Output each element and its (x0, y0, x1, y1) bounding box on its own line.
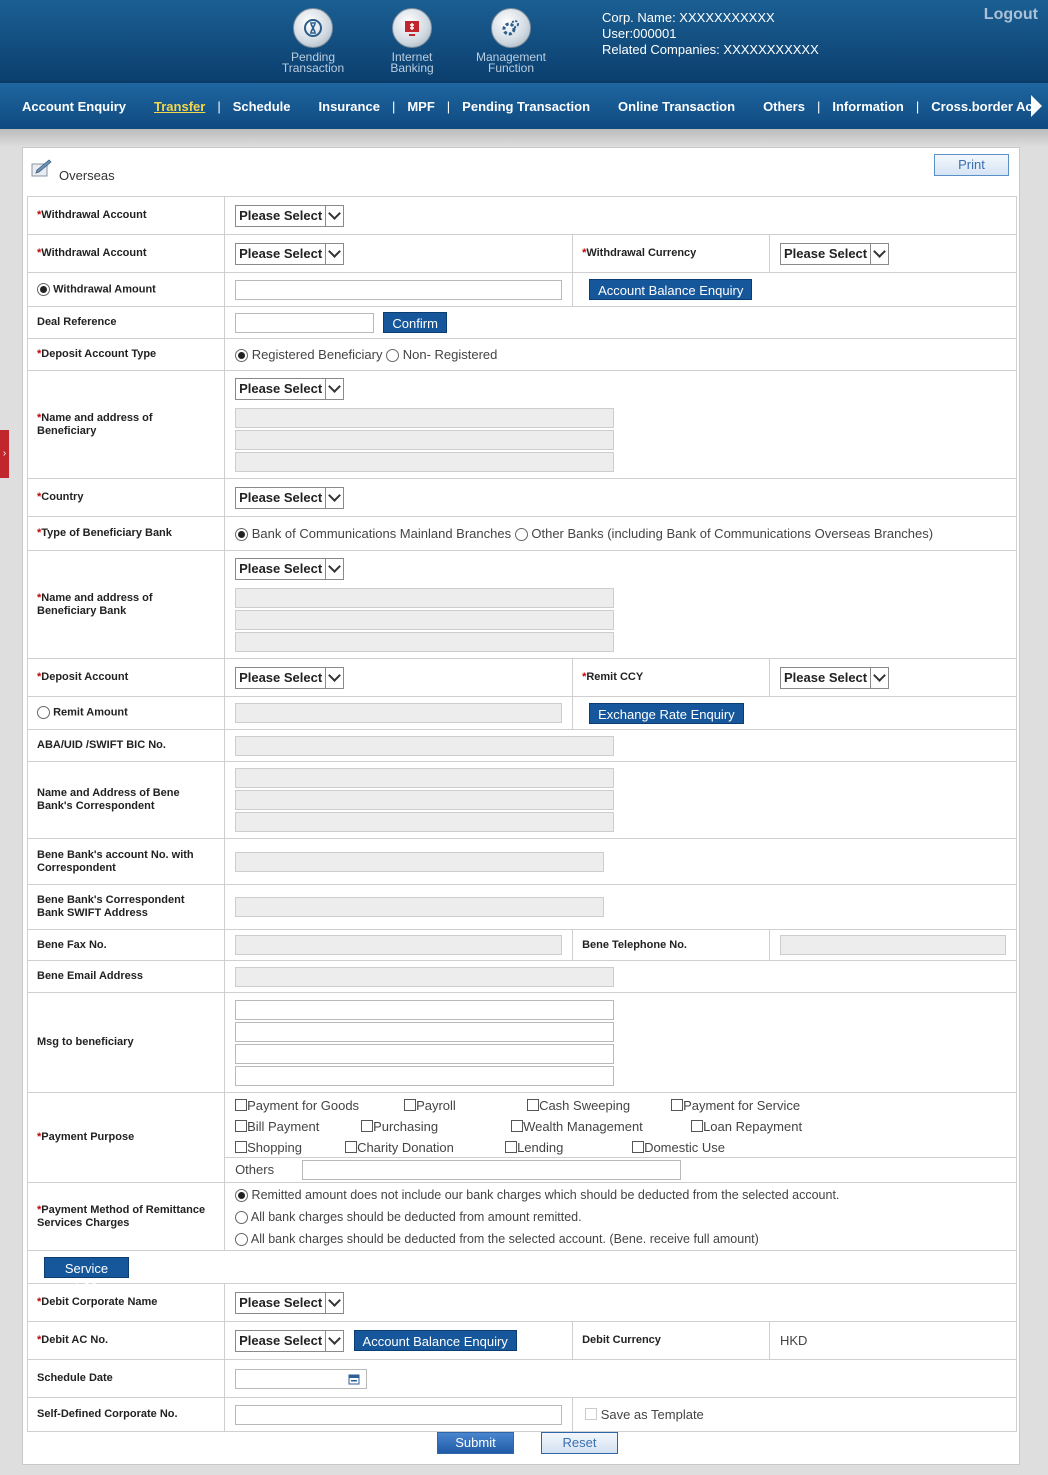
label-withdrawal-amount: Withdrawal Amount (28, 273, 225, 307)
beneficiary-address-line-3[interactable] (235, 452, 614, 472)
bene-telephone-input[interactable] (780, 935, 1006, 955)
chevron-down-icon (870, 668, 888, 688)
others-input[interactable] (302, 1160, 681, 1180)
bene-correspondent-line-2[interactable] (235, 790, 614, 810)
bocom-mainland-radio[interactable] (235, 528, 248, 541)
exchange-rate-enquiry-button[interactable]: Exchange Rate Enquiry (589, 703, 744, 724)
chevron-down-icon (325, 379, 343, 399)
bene-correspondent-line-1[interactable] (235, 768, 614, 788)
schedule-date-input[interactable] (235, 1369, 367, 1389)
beneficiary-bank-address-line-3[interactable] (235, 632, 614, 652)
label-deposit-account-type: *Deposit Account Type (28, 339, 225, 371)
purpose-payment-for-goods[interactable]: Payment for Goods (235, 1098, 359, 1113)
bocom-mainland-label: Bank of Communications Mainland Branches (251, 525, 512, 541)
beneficiary-bank-address-line-1[interactable] (235, 588, 614, 608)
label-debit-corporate-name: *Debit Corporate Name (28, 1284, 225, 1322)
remit-amount-radio[interactable] (37, 706, 50, 719)
pending-label-1: Pending (290, 50, 336, 64)
withdrawal-account-select-2[interactable]: Please Select (235, 243, 344, 265)
pending-transaction-icon (301, 16, 325, 40)
chevron-down-icon (325, 1293, 343, 1313)
label-debit-currency: Debit Currency (573, 1322, 770, 1360)
nav-transfer[interactable]: Transfer (154, 98, 206, 114)
purpose-bill-payment[interactable]: Bill Payment (235, 1119, 319, 1134)
country-select[interactable]: Please Select (235, 487, 344, 509)
method-option-1[interactable]: Remitted amount does not include our bank charges which should be deducted from the selected account. (235, 1184, 1006, 1206)
msg-line-4[interactable] (235, 1066, 614, 1086)
management-label-2: Function (487, 61, 535, 75)
account-balance-enquiry-button[interactable]: Account Balance Enquiry (589, 279, 752, 300)
debit-corporate-name-select[interactable]: Please Select (235, 1292, 344, 1314)
bene-fax-input[interactable] (235, 935, 562, 955)
non-registered-label: Non- Registered (402, 346, 498, 362)
pending-transaction-shortcut[interactable] (268, 8, 358, 74)
reset-button[interactable]: Reset (541, 1432, 618, 1454)
purpose-shopping[interactable]: Shopping (235, 1140, 302, 1155)
save-template-checkbox[interactable] (585, 1408, 597, 1420)
beneficiary-bank-address-line-2[interactable] (235, 610, 614, 630)
withdrawal-currency-select[interactable]: Please Select (780, 243, 889, 265)
debit-ac-select[interactable]: Please Select (235, 1330, 344, 1352)
logout-link[interactable]: Logout (983, 6, 1038, 23)
label-bene-account-no: Bene Bank's account No. with Correspondent (28, 839, 225, 885)
label-deal-reference: Deal Reference (28, 307, 225, 339)
nav-others[interactable]: Others (763, 98, 805, 114)
save-template-label: Save as Template (600, 1407, 704, 1422)
purpose-payroll[interactable]: Payroll (404, 1098, 456, 1113)
beneficiary-address-line-1[interactable] (235, 408, 614, 428)
beneficiary-address-line-2[interactable] (235, 430, 614, 450)
bene-correspondent-line-3[interactable] (235, 812, 614, 832)
corp-name: Corp. Name: XXXXXXXXXXX (602, 10, 775, 25)
label-remit-ccy: *Remit CCY (573, 659, 770, 697)
method-option-2[interactable]: All bank charges should be deducted from amount remitted. (235, 1206, 1006, 1228)
nav-pending-transaction[interactable]: Pending Transaction (462, 98, 591, 114)
nav-insurance[interactable]: Insurance (318, 98, 380, 114)
remit-amount-input[interactable] (235, 703, 562, 723)
label-withdrawal-account-1: *Withdrawal Account (28, 197, 225, 235)
label-deposit-account: *Deposit Account (28, 659, 225, 697)
top-header (0, 0, 1048, 81)
registered-beneficiary-label: Registered Beneficiary (251, 346, 383, 362)
panel-header (27, 152, 1015, 192)
internet-label-1: Internet (391, 50, 433, 64)
label-name-address-beneficiary: *Name and address of Beneficiary (28, 371, 225, 479)
debit-account-balance-enquiry-button[interactable]: Account Balance Enquiry (354, 1330, 517, 1351)
debit-currency-value: HKD (770, 1322, 1017, 1360)
label-payment-method: *Payment Method of Remittance Services Charges (28, 1183, 225, 1251)
bene-email-input[interactable] (235, 967, 614, 987)
submit-button[interactable]: Submit (437, 1432, 514, 1454)
label-type-beneficiary-bank: *Type of Beneficiary Bank (28, 517, 225, 551)
label-bene-telephone: Bene Telephone No. (573, 930, 770, 961)
internet-banking-icon (400, 16, 424, 40)
management-function-shortcut[interactable] (466, 8, 556, 74)
others-row (225, 1157, 1016, 1181)
other-banks-label: Other Banks (including Bank of Communications Overseas Branches) (531, 525, 934, 541)
label-bene-correspondent: Name and Address of Bene Bank's Correspondent (28, 762, 225, 839)
beneficiary-bank-select[interactable]: Please Select (235, 558, 344, 580)
nav-mpf[interactable]: MPF (407, 98, 435, 114)
purpose-wealth-management[interactable]: Wealth Management (511, 1119, 643, 1134)
method-option-3[interactable]: All bank charges should be deducted from the selected account. (Bene. receive full amount) (235, 1228, 1006, 1250)
user-id: User:000001 (602, 26, 677, 41)
label-aba-swift: ABA/UID /SWIFT BIC No. (28, 730, 225, 762)
purpose-lending[interactable]: Lending (505, 1140, 563, 1155)
internet-label-2: Banking (390, 61, 434, 75)
label-bene-email: Bene Email Address (28, 961, 225, 993)
purpose-charity-donation[interactable]: Charity Donation (345, 1140, 454, 1155)
label-payment-purpose: *Payment Purpose (28, 1093, 225, 1183)
label-country: *Country (28, 479, 225, 517)
side-expand-tab[interactable]: › (0, 430, 9, 478)
purpose-payment-for-service[interactable]: Payment for Service (671, 1098, 800, 1113)
beneficiary-select[interactable]: Please Select (235, 378, 344, 400)
label-withdrawal-account-2: *Withdrawal Account (28, 235, 225, 273)
label-debit-ac-no: *Debit AC No. (28, 1322, 225, 1360)
calendar-icon[interactable] (348, 1373, 360, 1385)
non-registered-radio[interactable] (386, 349, 399, 362)
chevron-down-icon (325, 488, 343, 508)
label-withdrawal-currency: *Withdrawal Currency (573, 235, 770, 273)
bene-corr-swift-input[interactable] (235, 897, 604, 917)
msg-line-3[interactable] (235, 1044, 614, 1064)
chevron-down-icon (325, 244, 343, 264)
msg-line-2[interactable] (235, 1022, 614, 1042)
purpose-purchasing[interactable]: Purchasing (361, 1119, 438, 1134)
service-fee-header: Service Fee (44, 1257, 129, 1278)
purpose-cash-sweeping[interactable]: Cash Sweeping (527, 1098, 630, 1113)
print-button[interactable]: Print (934, 154, 1009, 176)
edit-form-icon (29, 156, 53, 180)
purpose-loan-repayment[interactable]: Loan Repayment (691, 1119, 802, 1134)
nav-cross-border[interactable]: Cross.border Ac (931, 98, 1033, 114)
remit-ccy-select[interactable]: Please Select (780, 667, 889, 689)
confirm-button[interactable]: Confirm (383, 312, 447, 333)
internet-banking-shortcut[interactable] (367, 8, 457, 74)
pending-label-2: Transaction (281, 61, 345, 75)
self-defined-no-input[interactable] (235, 1405, 562, 1425)
withdrawal-amount-input[interactable] (235, 280, 562, 300)
management-function-icon (499, 16, 523, 40)
label-self-defined-no: Self-Defined Corporate No. (28, 1398, 225, 1432)
chevron-down-icon (870, 244, 888, 264)
other-banks-radio[interactable] (515, 528, 528, 541)
deal-reference-input[interactable] (235, 313, 374, 333)
chevron-down-icon (325, 668, 343, 688)
others-label: Others (235, 1161, 275, 1177)
nav-schedule[interactable]: Schedule (232, 98, 291, 114)
label-bene-fax: Bene Fax No. (28, 930, 225, 961)
nav-online-transaction[interactable]: Online Transaction (618, 98, 736, 114)
label-msg-beneficiary: Msg to beneficiary (28, 993, 225, 1093)
payment-purpose-options (225, 1095, 1016, 1157)
nav-account-enquiry[interactable]: Account Enquiry (22, 98, 127, 114)
overseas-transfer-form (27, 196, 1017, 1432)
management-label-1: Management (475, 50, 547, 64)
label-bene-corr-swift: Bene Bank's Correspondent Bank SWIFT Address (28, 885, 225, 930)
nav-information[interactable]: Information (832, 98, 904, 114)
corp-info (602, 10, 819, 58)
label-remit-amount: Remit Amount (28, 697, 225, 730)
deposit-account-select[interactable]: Please Select (235, 667, 344, 689)
aba-swift-input[interactable] (235, 736, 614, 756)
nav-next-arrow-icon[interactable] (1031, 95, 1042, 117)
main-nav: Account Enquiry Transfer | Schedule Insurance | MPF | Pending Transaction Online Transaction Others | Information | Cross.border Ac (0, 81, 1048, 129)
label-schedule-date: Schedule Date (28, 1360, 225, 1398)
withdrawal-amount-radio[interactable] (37, 283, 50, 296)
page-title: Overseas (59, 168, 115, 183)
bene-account-no-input[interactable] (235, 852, 604, 872)
chevron-down-icon (325, 206, 343, 226)
purpose-domestic-use[interactable]: Domestic Use (632, 1140, 725, 1155)
chevron-down-icon (325, 559, 343, 579)
chevron-down-icon (325, 1331, 343, 1351)
msg-line-1[interactable] (235, 1000, 614, 1020)
label-name-address-beneficiary-bank: *Name and address of Beneficiary Bank (28, 551, 225, 659)
withdrawal-account-select-1[interactable]: Please Select (235, 205, 344, 227)
related-companies: Related Companies: XXXXXXXXXXX (602, 42, 819, 57)
registered-beneficiary-radio[interactable] (235, 349, 248, 362)
